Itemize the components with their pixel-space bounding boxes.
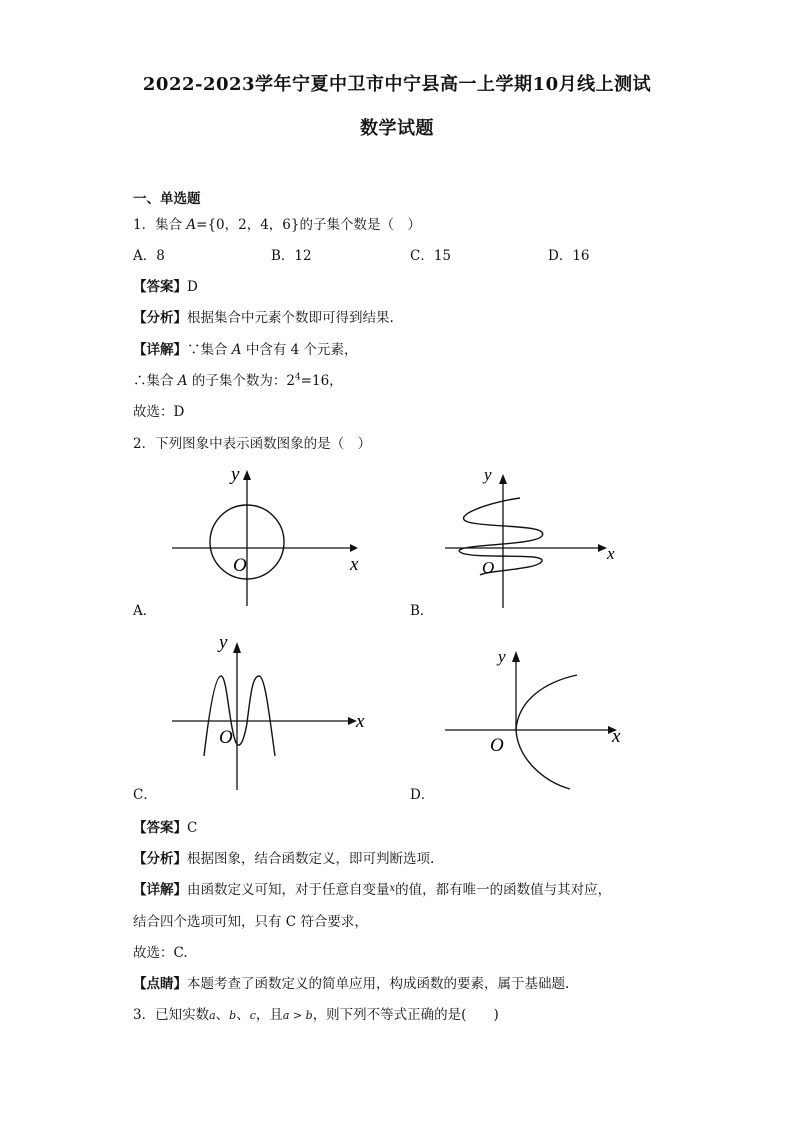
- q2-figure-c-svg: [165, 628, 375, 793]
- x-label: x: [612, 726, 621, 747]
- q1-analysis-tag: 【分析】: [133, 310, 187, 326]
- y-label: y: [231, 464, 240, 485]
- q3-mid: ，且: [255, 1007, 283, 1023]
- y-label: y: [219, 632, 228, 653]
- q1-stem-var: A: [186, 217, 197, 233]
- q1-option-d: D．16: [548, 248, 590, 264]
- q1-answer: [133, 275, 198, 295]
- q2-option-d: D．: [410, 787, 435, 803]
- y-label: y: [498, 647, 506, 666]
- x-label: x: [356, 711, 365, 732]
- q3-sep1: 、: [215, 1007, 230, 1023]
- sideways-wave-curve: [459, 498, 543, 575]
- q2-detail1-pre: 由函数定义可知，对于任意自变量: [187, 882, 390, 898]
- q1-stem-post: ={0，2，4，6}的子集个数是（ ）: [196, 217, 421, 233]
- q1-detail2-var: A: [177, 373, 188, 389]
- x-label: x: [607, 544, 615, 563]
- q2-comment-text: 本题考查了函数定义的简单应用，构成函数的要素，属于基础题.: [187, 976, 570, 992]
- y-label: y: [484, 465, 492, 484]
- q1-detail2-post: =16，: [300, 373, 343, 389]
- q1-detail1-pre: ∵集合: [187, 342, 232, 358]
- q1-analysis-text: 根据集合中元素个数即可得到结果.: [187, 310, 394, 326]
- x-axis-arrow-icon: [598, 544, 607, 552]
- q1-answer-tag: 【答案】: [133, 279, 187, 295]
- q3-stem: [133, 1003, 499, 1023]
- q2-analysis-tag: 【分析】: [133, 851, 187, 867]
- q1-detail-line2: [133, 369, 343, 389]
- q1-detail1-post: 中含有 4 个元素，: [241, 342, 358, 358]
- q3-var-b: b: [229, 1009, 237, 1022]
- q1-analysis: [133, 306, 394, 326]
- q3-var-c: c: [249, 1009, 256, 1022]
- q1-detail2-sup: 4: [294, 372, 301, 383]
- q3-var-a: a: [209, 1009, 216, 1022]
- q1-stem: [133, 213, 421, 233]
- q2-figure-d-svg: [440, 642, 640, 802]
- q1-detail2-pre: ∴集合: [133, 373, 178, 389]
- q2-comment-tag: 【点睛】: [133, 976, 187, 992]
- q3-sep2: 、: [236, 1007, 250, 1023]
- origin-label: O: [490, 735, 504, 756]
- section-heading: 一、单选题: [133, 191, 201, 207]
- q2-detail1-post: 的值，都有唯一的函数值与其对应，: [395, 882, 612, 898]
- q2-detail1-var: x: [389, 883, 396, 894]
- q2-analysis: [133, 847, 434, 867]
- origin-label: O: [233, 555, 247, 576]
- document-title: 2022-2023学年宁夏中卫市中宁县高一上学期10月线上测试: [142, 74, 652, 95]
- q1-detail-tag: 【详解】: [133, 342, 187, 358]
- q2-answer: [133, 816, 197, 836]
- q2-analysis-text: 根据图象，结合函数定义，即可判断选项.: [187, 851, 435, 867]
- q3-post: ，则下列不等式正确的是( ): [312, 1007, 499, 1023]
- q1-stem-pre: 1．集合: [133, 217, 187, 233]
- q2-choose: 故选：C.: [133, 945, 188, 961]
- q1-detail-line1: [133, 338, 358, 358]
- x-label: x: [350, 554, 359, 575]
- sideways-parabola-curve: [516, 675, 577, 789]
- q3-stem-pre: 3．已知实数: [133, 1007, 210, 1023]
- q2-figure-d: [440, 642, 640, 802]
- q1-choose: 故选：D: [133, 404, 185, 420]
- origin-label: O: [219, 727, 233, 748]
- q1-detail1-var: A: [231, 342, 242, 358]
- q3-condition: a > b: [282, 1009, 313, 1022]
- q2-stem: 2．下列图象中表示函数图象的是（ ）: [133, 436, 372, 452]
- q2-option-c: C．: [133, 787, 157, 803]
- q1-option-b: B．12: [271, 248, 312, 264]
- q2-detail-line1: [133, 878, 611, 898]
- q2-answer-tag: 【答案】: [133, 820, 187, 836]
- q2-figure-b-svg: [440, 458, 630, 613]
- origin-label: O: [482, 558, 495, 577]
- y-axis-arrow-icon: [243, 470, 251, 480]
- y-axis-arrow-icon: [233, 642, 241, 653]
- q2-figure-b: [440, 458, 630, 613]
- q2-option-a: A．: [133, 603, 157, 619]
- q1-option-c: C．15: [410, 248, 452, 264]
- q1-answer-value: D: [187, 279, 198, 295]
- q1-detail2-mid: 的子集个数为：2: [187, 373, 295, 389]
- q2-figure-c: [165, 628, 375, 793]
- q2-detail-tag: 【详解】: [133, 882, 187, 898]
- q1-option-a: A．8: [133, 248, 165, 264]
- q2-figure-a: [165, 458, 365, 613]
- y-axis-arrow-icon: [499, 474, 507, 484]
- q2-comment: [133, 972, 569, 992]
- q2-detail-line2: 结合四个选项可知，只有 C 符合要求，: [133, 914, 368, 930]
- double-hump-curve: [204, 676, 275, 756]
- y-axis-arrow-icon: [512, 651, 520, 662]
- document-subtitle: 数学试题: [360, 118, 434, 139]
- x-axis-arrow-icon: [350, 544, 358, 552]
- q2-option-b: B．: [410, 603, 434, 619]
- q2-figure-a-svg: [165, 458, 365, 613]
- q2-answer-value: C: [187, 820, 198, 836]
